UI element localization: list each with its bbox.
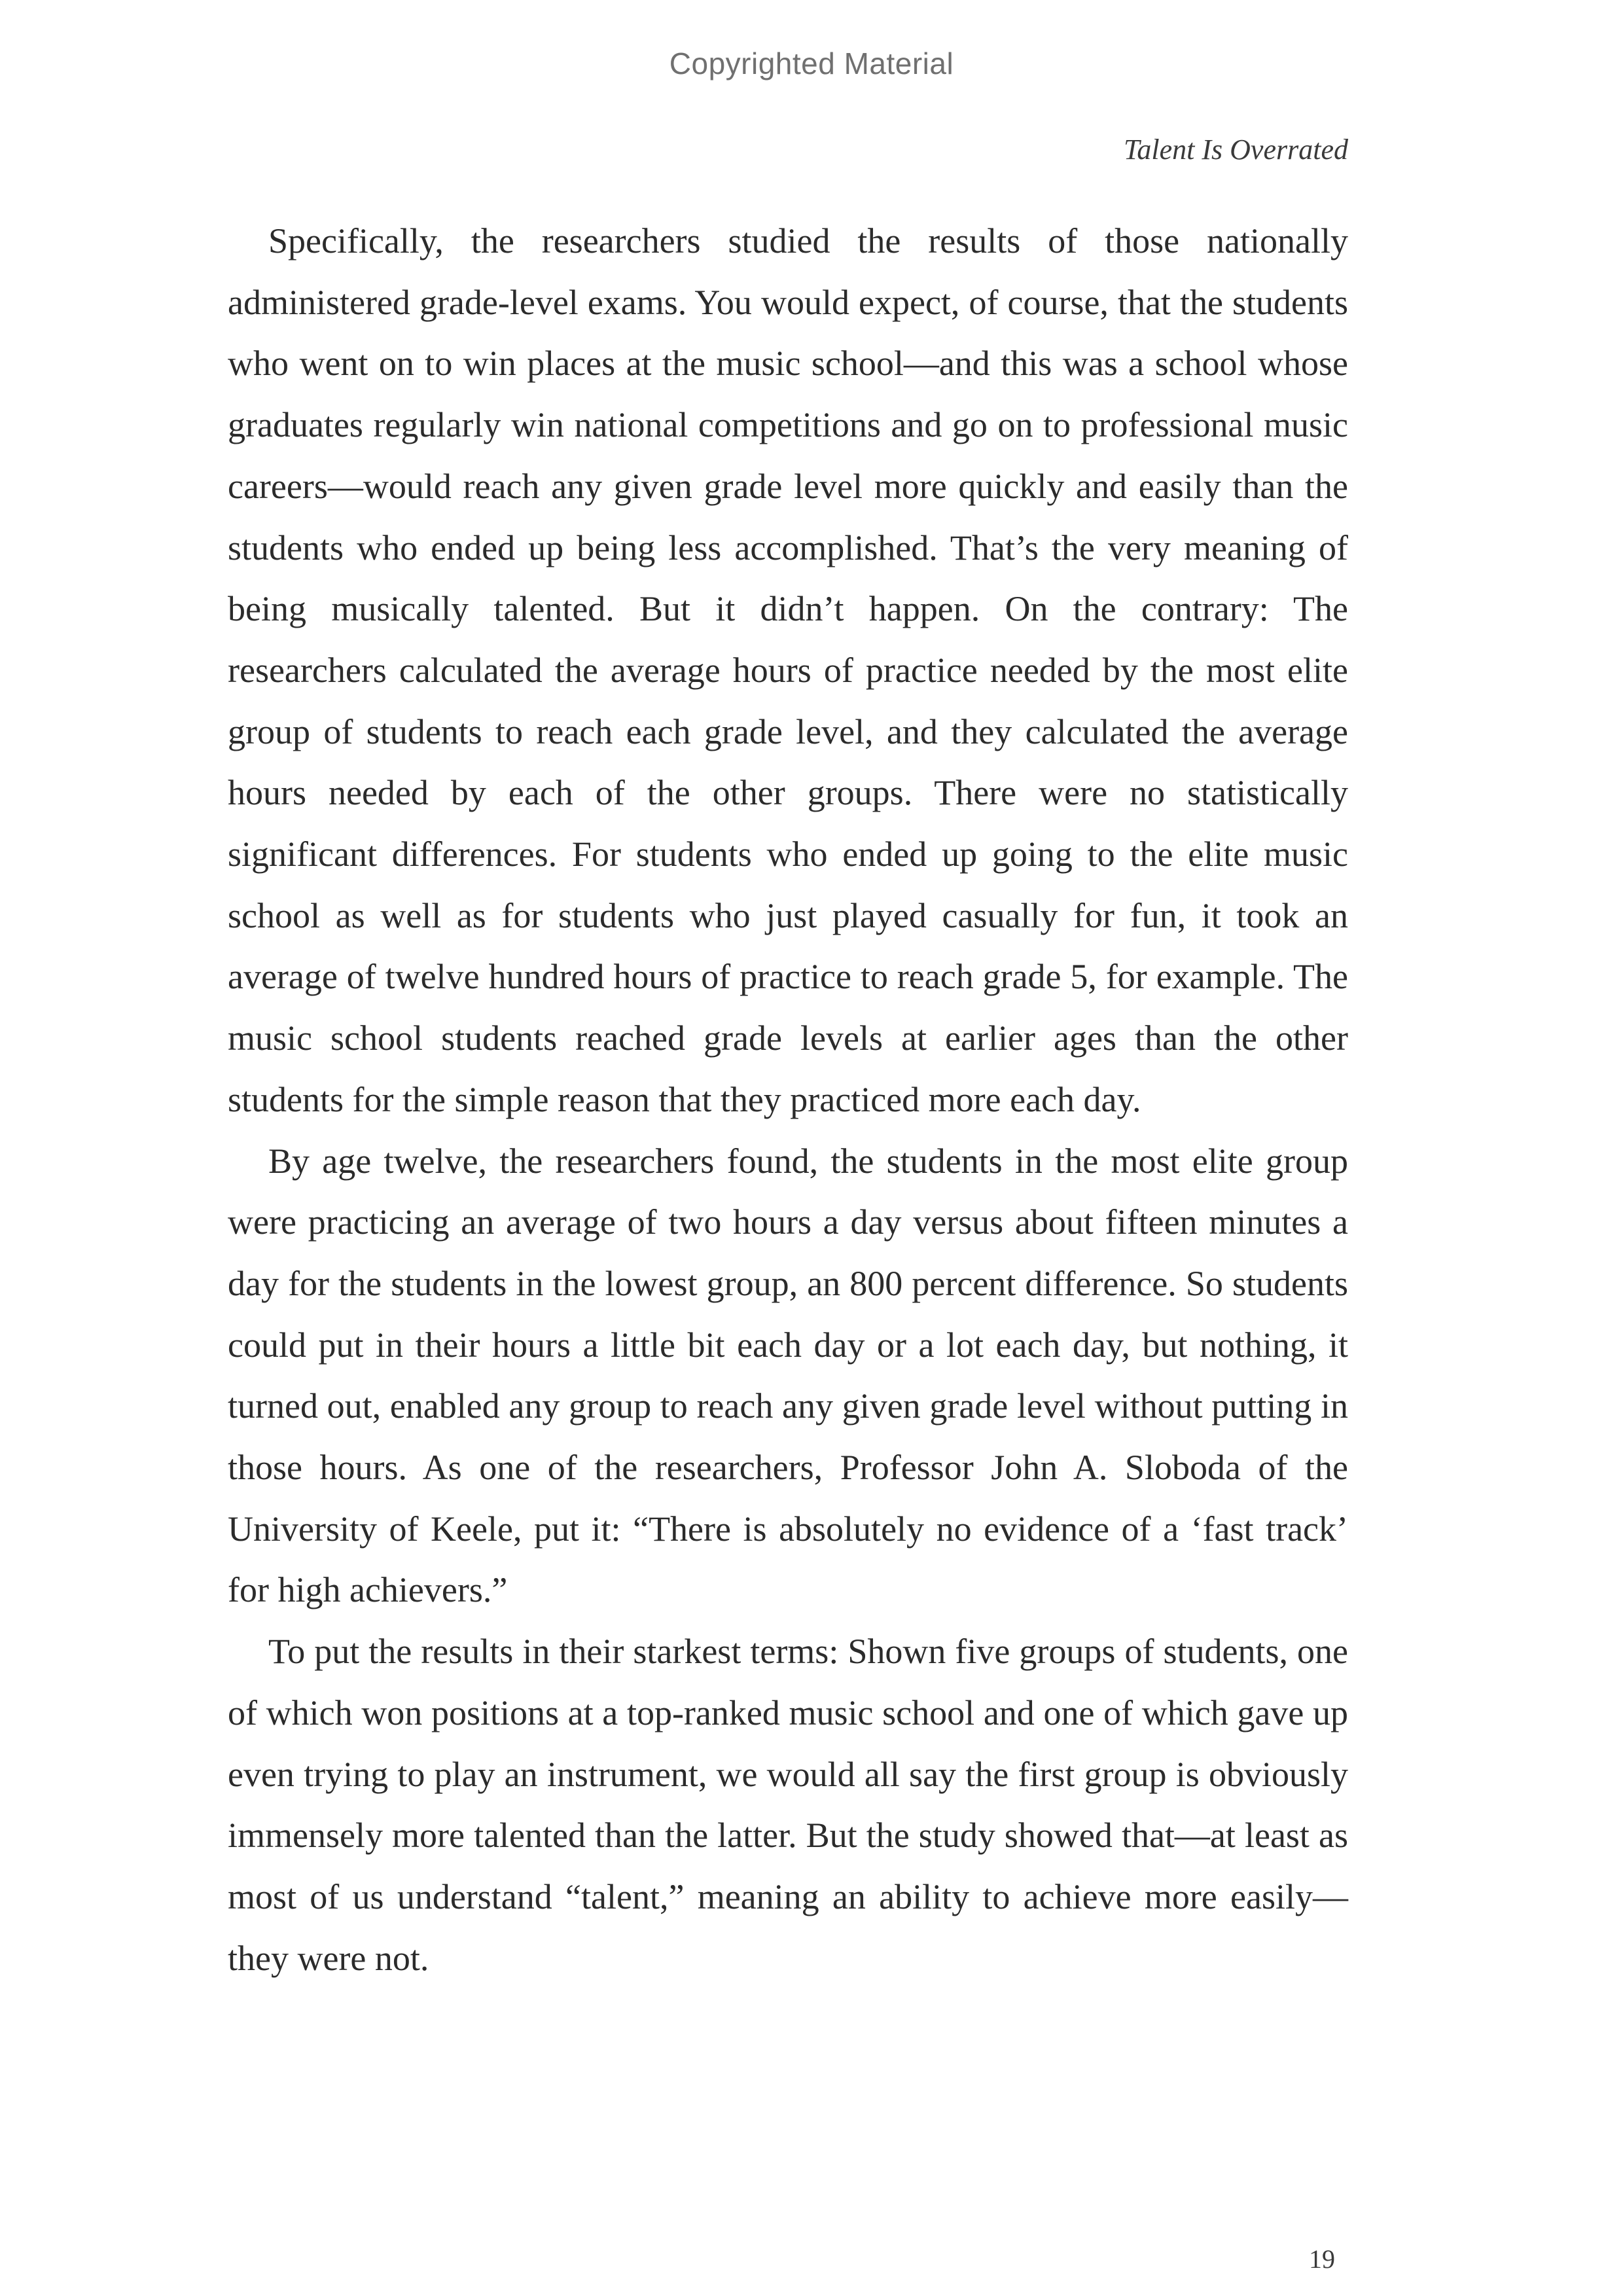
body-text [228,211,1348,1989]
paragraph-1: Specifically, the researchers studied the results of those nationally administered grade-level exams. You would expect, of course, that the students who went on to win places at the music school—and this was a school whose graduates regularly win national competitions and go on to professional music careers—would reach any given grade level more quickly and easily than the students who ended up being less accomplished. That’s the very meaning of being musically talented. But it didn’t happen. On the contrary: The researchers calculated the average hours of practice needed by the most elite group of students to reach each grade level, and they calculated the average hours needed by each of the other groups. There were no statistically significant differences. For students who ended up going to the elite music school as well as for students who just played casually for fun, it took an average of twelve hundred hours of practice to reach grade 5, for example. The music school students reached grade levels at earlier ages than the other students for the simple reason that they practiced more each day. [228,221,1348,1119]
copyright-watermark: Copyrighted Material [669,46,954,81]
running-head: Talent Is Overrated [1123,134,1348,166]
paragraph-3: To put the results in their starkest terms: Shown five groups of students, one of which won positions at a top-ranked music school and one of which gave up even trying to play an instrument, we would all say the first group is obviously immensely more talented than the latter. But the study showed that—at least as most of us understand “talent,” meaning an ability to achieve more easily—they were not. [228,1632,1348,1978]
page-number: 19 [1309,2244,1335,2274]
paragraph-2: By age twelve, the researchers found, the students in the most elite group were practicing an average of two hours a day versus about fifteen minutes a day for the students in the lowest group, an 800 percent difference. So students could put in their hours a little bit each day or a lot each day, but nothing, it turned out, enabled any group to reach any given grade level without putting in those hours. As one of the researchers, Professor John A. Sloboda of the University of Keele, put it: “There is absolutely no evidence of a ‘fast track’ for high achievers.” [228,1141,1348,1610]
